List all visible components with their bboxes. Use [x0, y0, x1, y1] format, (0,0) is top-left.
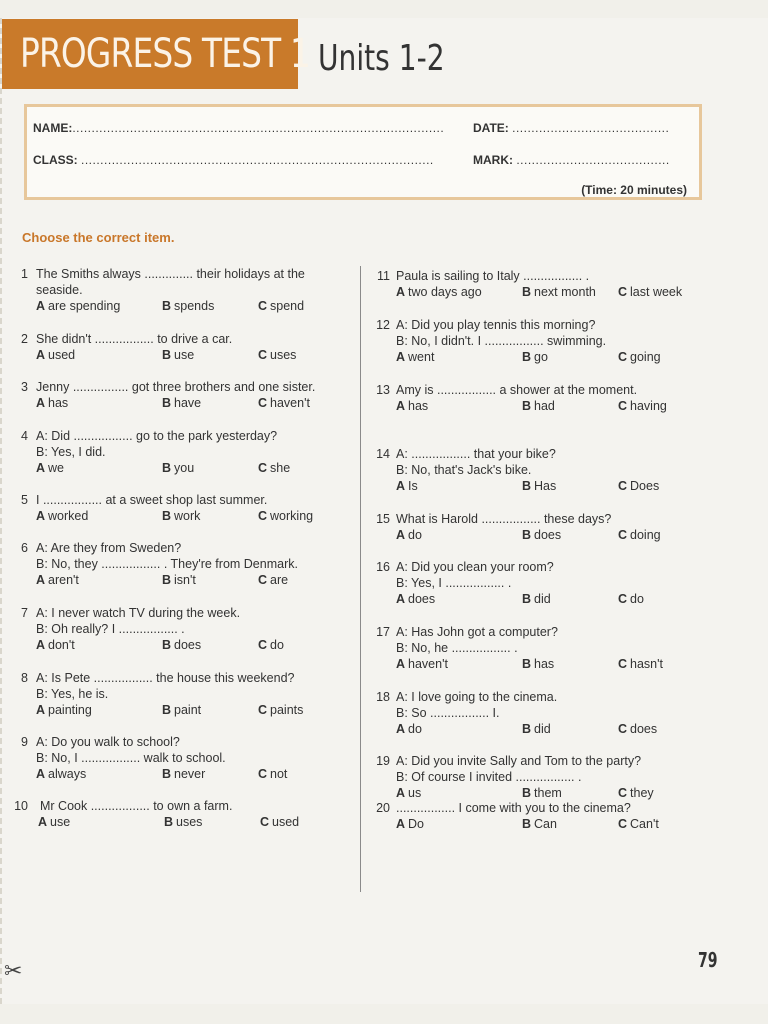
- question-text: I ................. at a sweet shop last summer.: [36, 493, 268, 507]
- option-a[interactable]: A do: [396, 528, 422, 542]
- option-a[interactable]: A two days ago: [396, 285, 482, 299]
- question-text: A: Is Pete ................. the house this weekend? B: Yes, he is.: [36, 671, 295, 701]
- option-c[interactable]: C does: [618, 722, 658, 736]
- question-text: A: Did you play tennis this morning? B: No, I didn't. I ................. swimming.: [396, 318, 607, 348]
- question-text: A: Did you clean your room? B: Yes, I ................. .: [396, 560, 554, 590]
- question-text: ................. I come with you to the cinema?: [396, 801, 631, 815]
- instruction-heading: Choose the correct item.: [22, 230, 175, 245]
- mark-row: [473, 153, 670, 167]
- student-info-box: [24, 104, 702, 200]
- option-c[interactable]: C hasn't: [618, 657, 663, 671]
- date-label: DATE:: [473, 121, 509, 135]
- option-b[interactable]: B does: [522, 528, 562, 542]
- option-c[interactable]: C not: [258, 767, 288, 781]
- option-c[interactable]: C haven't: [258, 396, 310, 410]
- option-b[interactable]: B use: [162, 348, 195, 362]
- page-number: 79: [698, 948, 718, 972]
- mark-field[interactable]: ........................................: [516, 153, 670, 167]
- units-subtitle: Units 1-2: [318, 38, 445, 79]
- question-text: A: Are they from Sweden? B: No, they ................. . They're from Denmark.: [36, 541, 298, 571]
- worksheet-page: PROGRESS TEST 1 Units 1-2 NAME:................................................................................................. DATE: ......................................... CLASS: ............................................................................................ MARK: ........................................ (Time: 20 minutes) Choose the correct item. 1 The Smiths always .............. their holidays at the seaside. A are spending B spends C spend 2 She didn't ................. to drive a car. A used B use C uses 3 Jenny ................ got three brothers and one sister. A has B have C haven't 4 A: Did ................. go to the park yesterday? B: Yes, I did. A we B you C she 5 I ................. at a sweet shop last summer. A worked B work C working 6 A: Are they from Sweden? B: No, they ................. . They're from Denmark. A aren't B isn't C are 7 A: I never watch TV during the week. B: Oh really? I ................. . A don't B does C do 8 A: Is Pete ................. the house this weekend? B: Yes, he is. A painting B paint C paints 9 A: Do you walk to school? B: No, I ................. walk to school. A always B never C not 10 Mr Cook ................. to own a farm. A use B uses C used 11 Paula is sailing to Italy ................. . A two days ago B next month C last week 12 A: Did you play tennis this morning? B: No, I didn't. I ................. swimming. A went B go C going 13 Amy is ................. a shower at the moment. A has B had C having 14 A: ................. that your bike? B: No, that's Jack's bike. A Is B Has C Does 15 What is Harold ................. these days? A do B does C doing 16 A: Did you clean your room? B: Yes, I ................. . A does B did C do 17 A: Has John got a computer? B: No, he ................. . A haven't B has C hasn't 18 A: I love going to the cinema. B: So ................. I. A do B did C does 19 A: Did you invite Sally and Tom to the party? B: Of course I invited ................. . A us B them C they 20 ................. I come with you to the cinema? A Do B Can C Can't 79 ✂: [0, 18, 768, 1004]
- option-a[interactable]: A us: [396, 786, 422, 800]
- date-field[interactable]: .........................................: [512, 121, 670, 135]
- option-a[interactable]: A painting: [36, 703, 92, 717]
- option-b[interactable]: B did: [522, 722, 551, 736]
- option-a[interactable]: A used: [36, 348, 76, 362]
- option-c[interactable]: C Does: [618, 479, 660, 493]
- class-row: [33, 153, 434, 167]
- question-text: The Smiths always .............. their holidays at the seaside.: [36, 267, 305, 297]
- option-b[interactable]: B next month: [522, 285, 596, 299]
- option-b[interactable]: B Can: [522, 817, 557, 831]
- option-b[interactable]: B uses: [164, 815, 203, 829]
- option-a[interactable]: A use: [38, 815, 71, 829]
- option-c[interactable]: C going: [618, 350, 661, 364]
- option-c[interactable]: C are: [258, 573, 289, 587]
- mark-label: MARK:: [473, 153, 513, 167]
- name-label: NAME:: [33, 121, 73, 135]
- column-divider: [360, 266, 361, 892]
- option-a[interactable]: A we: [36, 461, 65, 475]
- test-title-banner: PROGRESS TEST 1: [2, 19, 298, 89]
- question-text: A: Has John got a computer? B: No, he ................. .: [396, 625, 558, 655]
- option-a[interactable]: A does: [396, 592, 436, 606]
- option-b[interactable]: B work: [162, 509, 201, 523]
- question-text: Paula is sailing to Italy ................. .: [396, 269, 590, 283]
- option-c[interactable]: C do: [258, 638, 284, 652]
- scissors-icon: ✂: [4, 958, 23, 983]
- option-b[interactable]: B Has: [522, 479, 557, 493]
- date-row: [473, 121, 669, 135]
- question-text: A: Did ................. go to the park yesterday? B: Yes, I did.: [36, 429, 278, 459]
- option-b[interactable]: B paint: [162, 703, 202, 717]
- option-c[interactable]: C Can't: [618, 817, 659, 831]
- option-a[interactable]: A Is: [396, 479, 418, 493]
- option-c[interactable]: C do: [618, 592, 644, 606]
- option-c[interactable]: C she: [258, 461, 291, 475]
- question-text: A: I never watch TV during the week. B: Oh really? I ................. .: [36, 606, 241, 636]
- option-a[interactable]: A are spending: [36, 299, 121, 313]
- option-a[interactable]: A worked: [36, 509, 89, 523]
- option-c[interactable]: C last week: [618, 285, 683, 299]
- option-b[interactable]: B never: [162, 767, 206, 781]
- option-a[interactable]: A went: [396, 350, 435, 364]
- option-b[interactable]: B isn't: [162, 573, 196, 587]
- option-c[interactable]: C paints: [258, 703, 304, 717]
- option-a[interactable]: A don't: [36, 638, 75, 652]
- option-b[interactable]: B had: [522, 399, 555, 413]
- option-a[interactable]: A always: [36, 767, 87, 781]
- question-text: Mr Cook ................. to own a farm.: [40, 799, 233, 813]
- question-text: Jenny ................ got three brothers and one sister.: [36, 380, 316, 394]
- question-text: What is Harold ................. these days?: [396, 512, 612, 526]
- option-c[interactable]: C working: [258, 509, 314, 523]
- option-a[interactable]: A Do: [396, 817, 425, 831]
- option-a[interactable]: A has: [36, 396, 69, 410]
- option-c[interactable]: C doing: [618, 528, 661, 542]
- option-b[interactable]: B have: [162, 396, 202, 410]
- option-b[interactable]: B did: [522, 592, 551, 606]
- option-a[interactable]: A haven't: [396, 657, 448, 671]
- option-b[interactable]: B them: [522, 786, 562, 800]
- class-label: CLASS:: [33, 153, 78, 167]
- class-field[interactable]: ............................................................................................: [81, 153, 434, 167]
- option-b[interactable]: B go: [522, 350, 548, 364]
- option-a[interactable]: A do: [396, 722, 422, 736]
- time-limit: (Time: 20 minutes): [581, 183, 687, 197]
- option-b[interactable]: B has: [522, 657, 555, 671]
- question-text: A: Did you invite Sally and Tom to the party? B: Of course I invited ................. .: [396, 754, 642, 784]
- option-a[interactable]: A has: [396, 399, 429, 413]
- question-text: She didn't ................. to drive a car.: [36, 332, 233, 346]
- question-text: A: ................. that your bike? B: No, that's Jack's bike.: [396, 447, 556, 477]
- option-b[interactable]: B does: [162, 638, 202, 652]
- option-c[interactable]: C spend: [258, 299, 305, 313]
- question-text: A: I love going to the cinema. B: So ................. I.: [396, 690, 558, 720]
- option-b[interactable]: B spends: [162, 299, 215, 313]
- name-field[interactable]: .................................................................................................: [72, 121, 445, 135]
- question-text: A: Do you walk to school? B: No, I ................. walk to school.: [36, 735, 226, 765]
- option-c[interactable]: C they: [618, 786, 654, 800]
- option-c[interactable]: C used: [260, 815, 300, 829]
- option-c[interactable]: C having: [618, 399, 667, 413]
- name-row: [33, 121, 444, 135]
- option-c[interactable]: C uses: [258, 348, 297, 362]
- option-b[interactable]: B you: [162, 461, 195, 475]
- option-a[interactable]: A aren't: [36, 573, 79, 587]
- question-text: Amy is ................. a shower at the moment.: [396, 383, 638, 397]
